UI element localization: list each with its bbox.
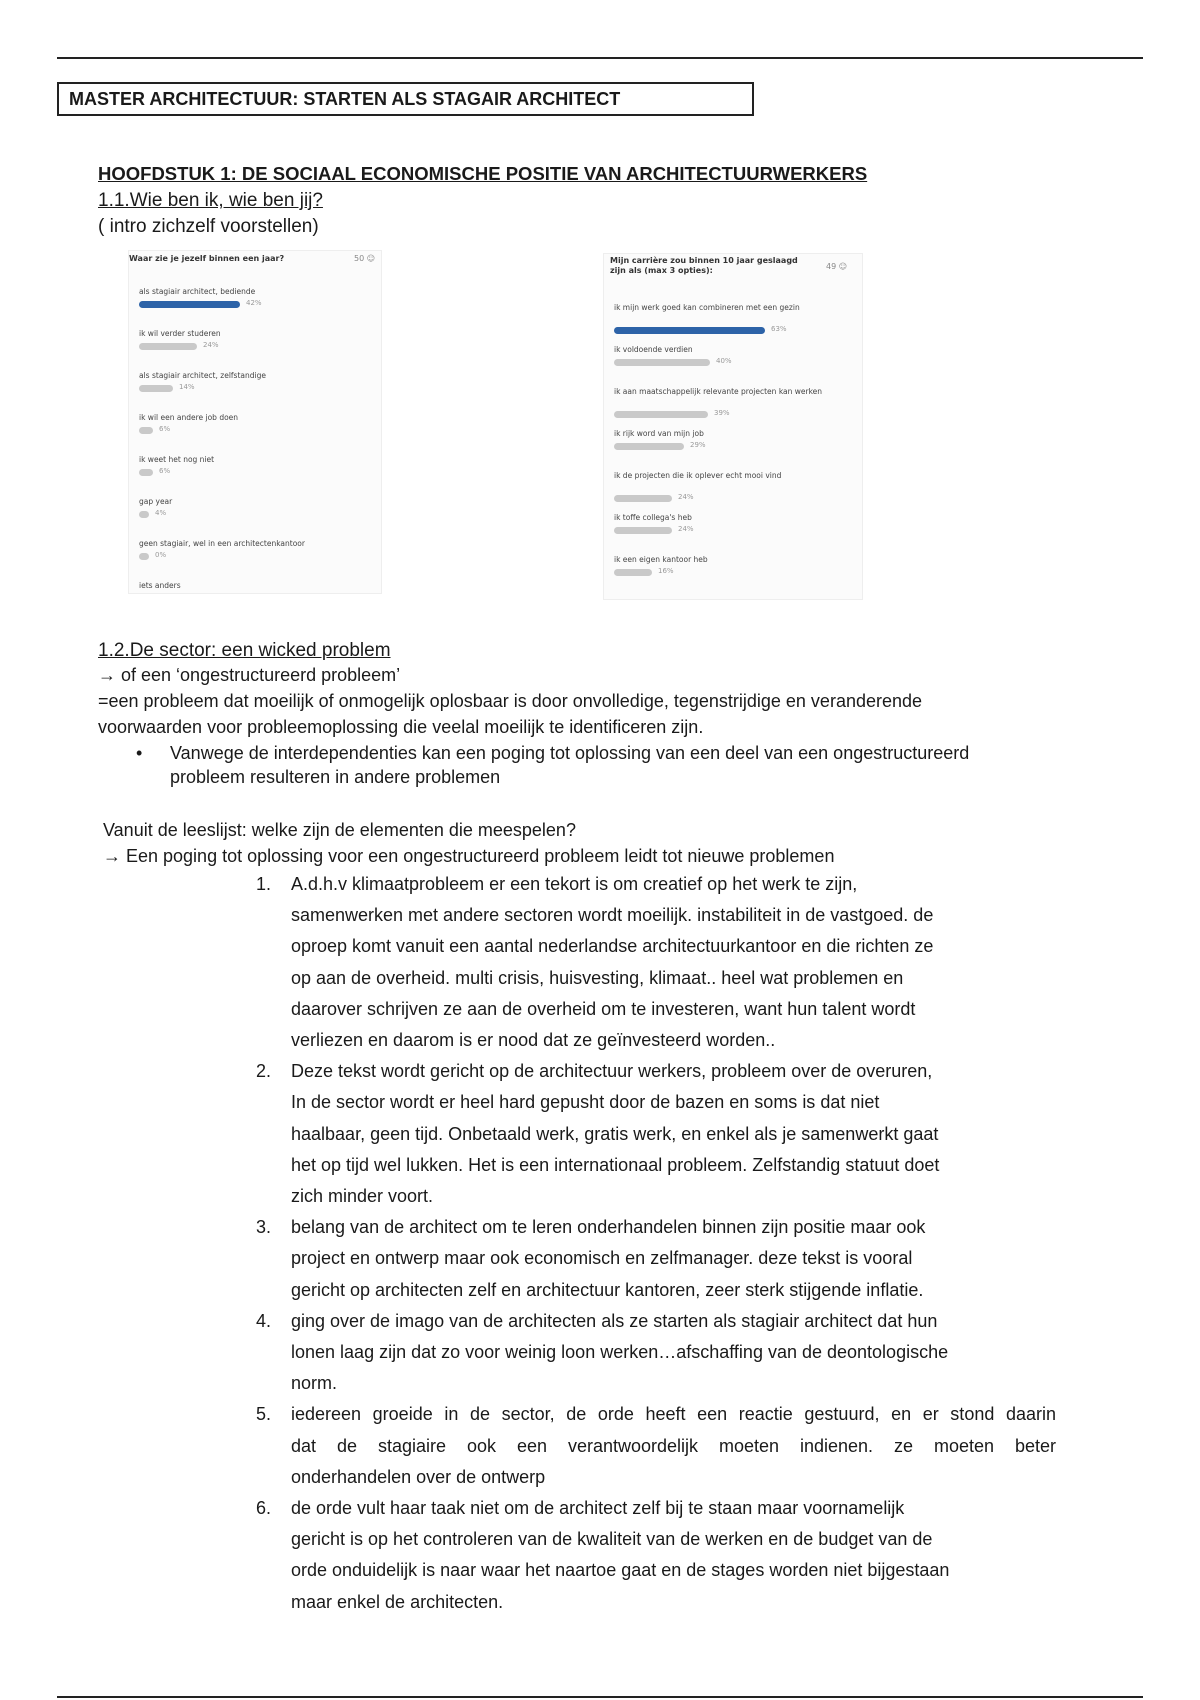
list-item-line: orde onduidelijk is naar waar het naartoe gaat en de stages worden niet bijgestaan [291, 1560, 950, 1581]
poll-2-option-label: ik rijk word van mijn job [614, 429, 704, 438]
list-item [256, 869, 1056, 1056]
poll-1-option-bar [139, 553, 149, 560]
list-item [256, 1399, 1056, 1493]
poll-2-option-label: ik aan maatschappelijk relevante projecten kan werken [614, 387, 823, 396]
poll-1-option-percent: 4% [155, 509, 167, 517]
list-item [256, 1493, 1056, 1618]
poll-1-option-percent: 14% [179, 383, 195, 391]
list-item-line: daarover schrijven ze aan de overheid om te investeren, want hun talent wordt [291, 998, 916, 1019]
list-item-line: lonen laag zijn dat zo voor weinig loon werken…afschaffing van de deontologische [291, 1342, 949, 1363]
reading-list-question: Vanuit de leeslijst: welke zijn de elementen die meespelen? [103, 820, 576, 840]
elements-list [256, 869, 1056, 1618]
poll-2-option-bar [614, 569, 652, 576]
poll-1-option-label: ik weet het nog niet [139, 455, 215, 464]
poll-1-option-bar [139, 427, 153, 434]
list-item-line: onderhandelen over de ontwerp [291, 1466, 546, 1487]
definition-line-2: voorwaarden voor probleemoplossing die veelal moeilijk te identificeren zijn. [98, 717, 704, 737]
poll-1-option-percent: 0% [155, 551, 167, 559]
list-item-line: oproep komt vanuit een aantal nederlandse architectuurkantoor en die richten ze [291, 936, 934, 957]
list-item-number: 5. [256, 1404, 272, 1425]
list-item-line: op aan de overheid. multi crisis, huisvesting, klimaat.. heel wat problemen en [291, 967, 904, 988]
poll-1-count [354, 254, 375, 263]
poll-2-option [614, 513, 844, 551]
list-item-line: maar enkel de architecten. [291, 1591, 504, 1612]
poll-2-count-value: 49 [826, 262, 837, 271]
poll-2-option-label: ik voldoende verdien [614, 345, 693, 354]
poll-2-option-percent: 39% [714, 409, 730, 417]
poll-1-option-bar [139, 385, 173, 392]
poll-2-option-label: ik de projecten die ik oplever echt mooi vind [614, 471, 782, 480]
poll-2-option-percent: 63% [771, 325, 787, 333]
list-item-line: Deze tekst wordt gericht op de architectuur werkers, probleem over de overuren, [291, 1061, 933, 1082]
list-item-number: 4. [256, 1310, 272, 1331]
chapter-heading: HOOFDSTUK 1: DE SOCIAAL ECONOMISCHE POSITIE VAN ARCHITECTUURWERKERS [98, 163, 868, 184]
list-item [256, 1212, 1056, 1306]
list-item-line: iedereen groeide in de sector, de orde heeft een reactie gestuurd, en er stond daarin [291, 1404, 1056, 1425]
poll-2-option-label: ik toffe collega's heb [614, 513, 692, 522]
poll-1-option [139, 371, 369, 409]
list-item-number: 1. [256, 874, 272, 894]
poll-1-option-percent: 6% [159, 467, 171, 475]
poll-2-option-bar [614, 527, 672, 534]
list-item-line: project en ontwerp maar ook economisch en zelfmanager. deze tekst is vooral [291, 1248, 913, 1269]
list-item-number: 3. [256, 1217, 272, 1238]
poll-1-option-percent: 6% [159, 425, 171, 433]
poll-1-option-bar [139, 469, 153, 476]
poll-2-card [603, 253, 863, 600]
list-item [256, 1056, 1056, 1212]
list-item-line: dat de stagiaire ook een verantwoordelijk moeten indienen. ze moeten beter [291, 1435, 1056, 1456]
poll-1-option [139, 455, 369, 493]
list-item-line: A.d.h.v klimaatprobleem er een tekort is om creatief op het werk te zijn, [291, 874, 858, 894]
poll-2-option [614, 471, 844, 509]
poll-2-option-label: ik mijn werk goed kan combineren met een gezin [614, 303, 800, 312]
list-item-number: 2. [256, 1061, 272, 1082]
list-item-line: haalbaar, geen tijd. Onbetaald werk, gratis werk, en enkel als je samenwerkt gaat [291, 1123, 939, 1144]
poll-2-option-percent: 24% [678, 493, 694, 501]
list-item-line: gericht is op het controleren van de kwaliteit van de werken en de budget van de [291, 1529, 933, 1550]
poll-1-option-label: ik wil verder studeren [139, 329, 221, 338]
poll-1-option [139, 581, 369, 619]
poll-2-option-bar [614, 359, 710, 366]
poll-1-option-label: als stagiair architect, bediende [139, 287, 256, 296]
list-item-line: zich minder voort. [291, 1186, 434, 1207]
poll-1-option [139, 287, 369, 325]
poll-2-option-bar [614, 411, 708, 418]
poll-2-option [614, 429, 844, 467]
poll-2-option [614, 345, 844, 383]
poll-2-option-percent: 40% [716, 357, 732, 365]
poll-1-option-label: als stagiair architect, zelfstandige [139, 371, 266, 380]
section-1-1-intro: ( intro zichzelf voorstellen) [98, 216, 319, 237]
poll-1-option-label: geen stagiair, wel in een architectenkantoor [139, 539, 305, 548]
poll-1-card [128, 250, 382, 594]
poll-2-option-bar [614, 327, 765, 334]
poll-2-option-percent: 24% [678, 525, 694, 533]
list-item-line: norm. [291, 1373, 338, 1394]
poll-2-option-label: ik een eigen kantoor heb [614, 555, 708, 564]
poll-2-count [826, 262, 847, 271]
poll-2-option-percent: 29% [690, 441, 706, 449]
users-icon: ☺ [838, 262, 848, 271]
poll-2-option-bar [614, 495, 672, 502]
bullet-line-1: Vanwege de interdependenties kan een poging tot oplossing van een deel van een ongestructureerd [170, 743, 970, 763]
poll-1-option-label: gap year [139, 497, 173, 506]
list-item [256, 1306, 1056, 1400]
poll-1-count-value: 50 [354, 254, 365, 263]
poll-1-option-bar [139, 301, 240, 308]
top-rule [57, 57, 1143, 59]
bottom-rule [57, 1696, 1143, 1698]
list-item-line: samenwerken met andere sectoren wordt moeilijk. instabiliteit in de vastgoed. de [291, 905, 934, 926]
list-item-line: belang van de architect om te leren onderhandelen binnen zijn positie maar ook [291, 1217, 926, 1238]
document-title: MASTER ARCHITECTUUR: STARTEN ALS STAGAIR ARCHITECT [57, 82, 754, 116]
poll-1-option [139, 413, 369, 451]
list-item-line: gericht op architecten zelf en architectuur kantoren, zeer sterk stijgende inflatie. [291, 1279, 924, 1300]
poll-1-option [139, 497, 369, 535]
poll-1-option [139, 329, 369, 367]
section-1-2-heading: 1.2.De sector: een wicked problem [98, 640, 391, 661]
poll-1-option [139, 539, 369, 577]
list-item-line: verliezen en daarom is er nood dat ze geïnvesteerd worden.. [291, 1030, 776, 1051]
reading-list-arrow: → Een poging tot oplossing voor een ongestructureerd probleem leidt tot nieuwe problemen [103, 846, 835, 866]
wicked-problem-arrow: → of een ‘ongestructureerd probleem’ [98, 665, 401, 685]
poll-1-option-label: iets anders [139, 581, 181, 590]
poll-1-option-bar [139, 511, 149, 518]
poll-1-option-percent: 24% [203, 341, 219, 349]
list-item-line: het op tijd wel lukken. Het is een internationaal probleem. Zelfstandig statuut doet [291, 1154, 940, 1175]
poll-2-option-bar [614, 443, 684, 450]
definition-line-1: =een probleem dat moeilijk of onmogelijk oplosbaar is door onvolledige, tegenstrijdige en veranderende [98, 691, 923, 711]
poll-1-option-label: ik wil een andere job doen [139, 413, 239, 422]
bullet-line-2: probleem resulteren in andere problemen [170, 767, 501, 787]
list-item-line: In de sector wordt er heel hard gepusht door de bazen en soms is dat niet [291, 1092, 880, 1113]
list-item-line: ging over de imago van de architecten als ze starten als stagiair architect dat hun [291, 1310, 938, 1331]
poll-2-option [614, 555, 844, 593]
users-icon: ☺ [366, 254, 376, 263]
poll-1-option-bar [139, 343, 197, 350]
poll-2-option [614, 303, 844, 341]
list-item-line: de orde vult haar taak niet om de architect zelf bij te staan maar voornamelijk [291, 1498, 905, 1519]
poll-1-option-percent: 42% [246, 299, 262, 307]
poll-2-option [614, 387, 844, 425]
poll-1-question: Waar zie je jezelf binnen een jaar? [129, 254, 285, 263]
section-1-1-heading: 1.1.Wie ben ik, wie ben jij? [98, 190, 323, 211]
bullet-dot: • [136, 743, 143, 763]
poll-2-question: Mijn carrière zou binnen 10 jaar geslaagd zijn als (max 3 opties): [610, 256, 798, 275]
poll-2-option-percent: 16% [658, 567, 674, 575]
list-item-number: 6. [256, 1498, 272, 1519]
